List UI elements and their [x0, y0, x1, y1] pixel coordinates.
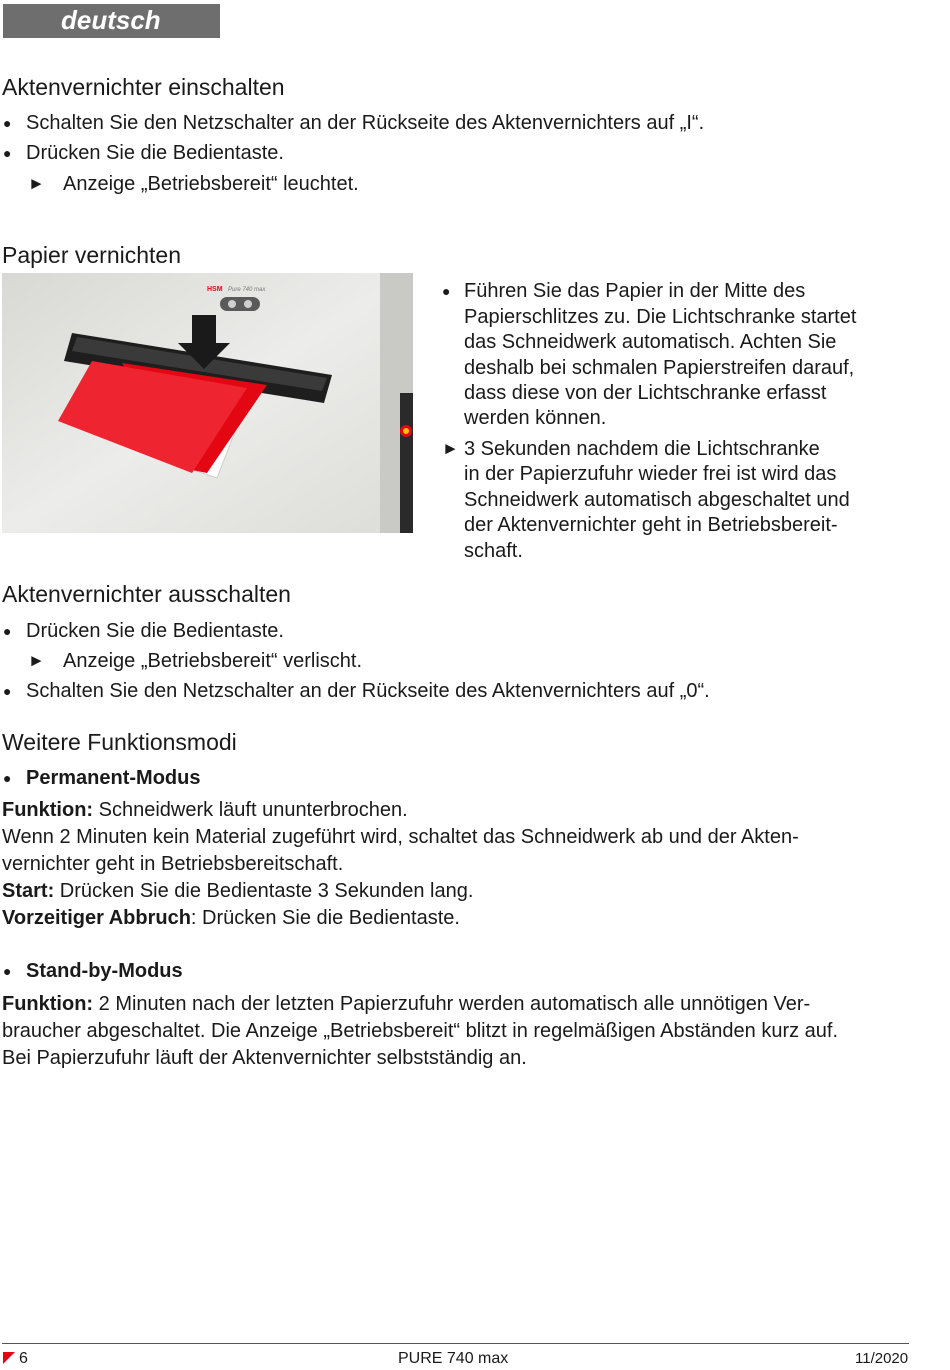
standby-line-1-text: 2 Minuten nach der letzten Papierzufuhr werden automatisch alle unnötigen Ver-	[93, 993, 811, 1015]
bullet-icon: ●	[3, 115, 12, 131]
abort-text: : Drücken Sie die Bedientaste.	[190, 907, 460, 929]
heading-vernichten: Papier vernichten	[2, 242, 181, 268]
permanent-start	[2, 879, 473, 903]
standby-mode-title: Stand-by-Modus	[26, 960, 183, 982]
vernichten-result-line: 3 Sekunden nachdem die Lichtschranke	[464, 438, 820, 460]
standby-line-2: braucher abgeschaltet. Die Anzeige „Betriebsbereit“ blitzt in regelmäßigen Abständen kurz auf.	[2, 1020, 839, 1042]
vernichten-item-line: Papierschlitzes zu. Die Lichtschranke startet	[464, 306, 857, 328]
ausschalten-item-2: Schalten Sie den Netzschalter an der Rückseite des Aktenvernichters auf „0“.	[26, 680, 710, 702]
heading-einschalten: Aktenvernichter einschalten	[2, 74, 285, 100]
bullet-icon: ●	[3, 145, 12, 161]
vernichten-result-line: Schneidwerk automatisch abgeschaltet und	[464, 489, 850, 511]
shredder-illustration	[2, 273, 413, 533]
function-text: Schneidwerk läuft ununterbrochen.	[93, 799, 408, 821]
vernichten-item-line: Führen Sie das Papier in der Mitte des	[464, 280, 806, 302]
photo-brand: HSM	[207, 286, 223, 293]
vernichten-item-line: werden können.	[464, 407, 607, 429]
standby-line-1	[2, 992, 810, 1016]
start-text: Drücken Sie die Bedientaste 3 Sekunden lang.	[54, 880, 474, 902]
einschalten-item-2: Drücken Sie die Bedientaste.	[26, 142, 284, 164]
heading-ausschalten: Aktenvernichter ausschalten	[2, 581, 291, 607]
vernichten-result-line: in der Papierzufuhr wieder frei ist wird das	[464, 463, 837, 485]
start-label: Start:	[2, 880, 55, 902]
page-marker-icon	[3, 1352, 15, 1364]
vernichten-item-line: dass diese von der Lichtschranke erfasst	[464, 382, 827, 404]
shredder-photo	[2, 273, 413, 533]
permanent-function	[2, 798, 408, 822]
vernichten-item-line: das Schneidwerk automatisch. Achten Sie	[464, 331, 837, 353]
function-label: Funktion:	[2, 799, 94, 821]
heading-modi: Weitere Funktionsmodi	[2, 729, 237, 755]
permanent-abort	[2, 906, 460, 930]
language-tab	[3, 4, 220, 38]
bullet-icon: ●	[442, 283, 451, 299]
ausschalten-result: Anzeige „Betriebsbereit“ verlischt.	[63, 650, 363, 672]
arrow-icon: ►	[442, 439, 459, 458]
vernichten-result-line: schaft.	[464, 540, 523, 562]
abort-label: Vorzeitiger Abbruch	[2, 907, 191, 929]
vernichten-item-line: deshalb bei schmalen Papierstreifen darauf,	[464, 357, 855, 379]
permanent-mode-title: Permanent-Modus	[26, 767, 201, 789]
arrow-icon: ►	[28, 651, 45, 670]
einschalten-item-1: Schalten Sie den Netzschalter an der Rückseite des Aktenvernichters auf „I“.	[26, 112, 705, 134]
bullet-icon: ●	[3, 623, 12, 639]
standby-line-3: Bei Papierzufuhr läuft der Aktenvernichter selbstständig an.	[2, 1047, 527, 1069]
document-date: 11/2020	[855, 1350, 909, 1367]
arrow-icon: ►	[28, 174, 45, 193]
product-name: PURE 740 max	[398, 1350, 509, 1367]
bullet-icon: ●	[3, 683, 12, 699]
einschalten-result: Anzeige „Betriebsbereit“ leuchtet.	[63, 173, 359, 195]
permanent-desc-line: vernichter geht in Betriebsbereitschaft.	[2, 853, 344, 875]
photo-model: Pure 740 max	[228, 287, 266, 293]
language-label: deutsch	[61, 5, 161, 35]
vernichten-result-line: der Aktenvernichter geht in Betriebsbereit-	[464, 514, 838, 536]
bullet-icon: ●	[3, 963, 12, 979]
ausschalten-item-1: Drücken Sie die Bedientaste.	[26, 620, 284, 642]
function-label: Funktion:	[2, 993, 94, 1015]
permanent-desc-line: Wenn 2 Minuten kein Material zugeführt wird, schaltet das Schneidwerk ab und der Akten-	[2, 826, 799, 848]
footer-divider	[2, 1343, 909, 1344]
page-number: 6	[19, 1350, 28, 1367]
bullet-icon: ●	[3, 770, 12, 786]
